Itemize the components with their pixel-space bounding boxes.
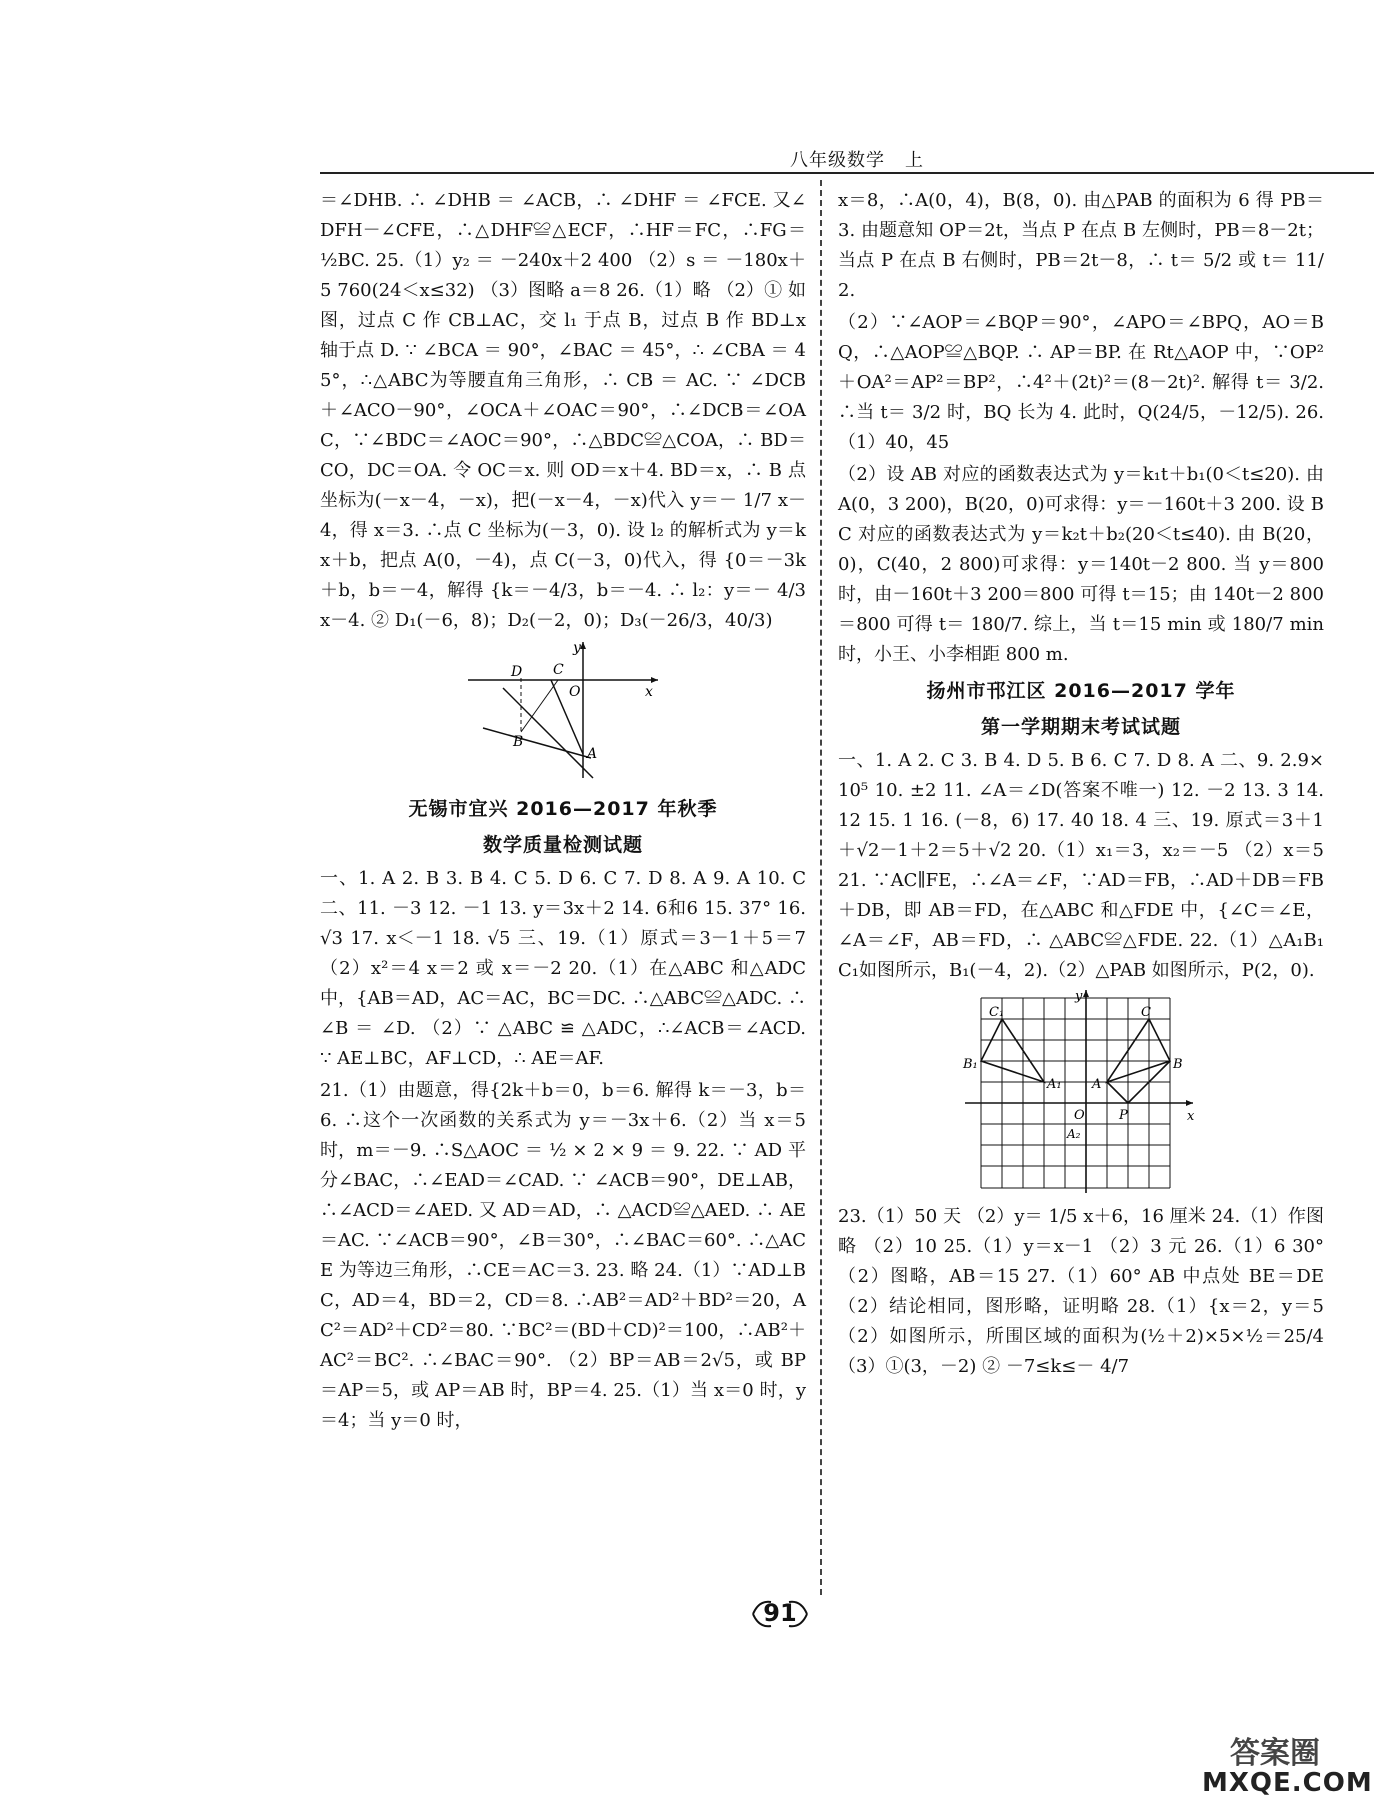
point-label-c1: C₁ <box>989 1005 1005 1020</box>
grid-figure-2 <box>961 988 1201 1198</box>
answer-paragraph: （2）∵∠AOP＝∠BQP＝90°，∠APO＝∠BPQ，AO＝BQ，∴△AOP≌△BQP. ∴ AP＝BP. 在 Rt△AOP 中，∵OP²＋OA²＝AP²＝BP²，∴4²＋(2t)²＝(8－2t)². 解得 t＝ 3/2. ∴当 t＝ 3/2 时，BQ 长为 4. 此时，Q(24/5，－12/5). 26.（1）40，45 <box>838 312 1324 453</box>
column-divider <box>820 180 822 1595</box>
point-label-d: D <box>511 664 523 680</box>
right-column <box>838 186 1324 1384</box>
point-label-b1: B₁ <box>963 1057 978 1072</box>
answer-paragraph: 23.（1）50 天 （2）y＝ 1/5 x＋6，16 厘米 24.（1）作图略 （2）10 25.（1）y＝x－1 （2）3 元 26.（1）6 30° （2）图略，AB＝15 27.（1）60° AB 中点处 BE＝DE （2）结论相同，图形略，证明略 28.（1）{x＝2，y＝5 （2）如图所示，所围区域的面积为(½＋2)×5×½＝25/4 （3）①(3，－2) ② －7≤k≤－ 4/7 <box>838 1206 1324 1377</box>
point-label-b: B <box>513 734 524 750</box>
section-subtitle: 数学质量检测试题 <box>482 834 643 856</box>
answer-paragraph: 一、1. A 2. B 3. B 4. C 5. D 6. C 7. D 8. A 9. A 10. C 二、11. －3 12. －1 13. y＝3x＋2 14. 6和6 15. 37° 16. √3 17. x＜－1 18. √5 三、19.（1）原式＝3－1＋5＝7 （2）x²＝4 x＝2 或 x＝－2 20.（1）在△ABC 和△ADC 中，{AB＝AD，AC＝AC，BC＝DC. ∴△ABC≌△ADC. ∴ ∠B ＝ ∠D. （2）∵ △ABC ≌ △ADC，∴∠ACB＝∠ACD. ∵ AE⊥BC，AF⊥CD，∴ AE＝AF. <box>320 868 806 1069</box>
header-volume: 上 <box>905 150 924 171</box>
section-subtitle: 第一学期期末考试试题 <box>980 716 1181 738</box>
page-number-text: 91 <box>763 1599 797 1627</box>
answer-paragraph: 21.（1）由题意，得{2k＋b＝0，b＝6. 解得 k＝－3，b＝6. ∴这个一次函数的关系式为 y＝－3x＋6.（2）当 x＝5 时，m＝－9. ∴S△AOC ＝ ½ × 2 × 9 ＝ 9. 22. ∵ AD 平分∠BAC，∴∠EAD＝∠CAD. ∵ ∠ACB＝90°，DE⊥AB，∴∠ACD＝∠AED. 又 AD＝AD，∴ △ACD≌△AED. ∴ AE＝AC. ∵∠ACB＝90°，∠B＝30°，∴∠BAC＝60°. ∴△ACE 为等边三角形，∴CE＝AC＝3. 23. 略 24.（1）∵AD⊥BC，AD＝4，BD＝2，CD＝8. ∴AB²＝AD²＋BD²＝20，AC²＝AD²＋CD²＝80. ∵BC²＝(BD＋CD)²＝100，∴AB²＋AC²＝BC². ∴∠BAC＝90°. （2）BP＝AB＝2√5，或 BP＝AP＝5，或 AP＝AB 时，BP＝4. 25.（1）当 x＝0 时，y＝4；当 y＝0 时， <box>320 1080 806 1431</box>
header-rule <box>320 172 1374 174</box>
point-label-a: A <box>1092 1077 1102 1092</box>
section-title: 扬州市邗江区 2016—2017 学年 <box>926 680 1236 702</box>
point-label-c: C <box>1141 1005 1151 1020</box>
point-label-p: P <box>1119 1108 1128 1123</box>
answer-paragraph: 一、1. A 2. C 3. B 4. D 5. B 6. C 7. D 8. A 二、9. 2.9×10⁵ 10. ±2 11. ∠A＝∠D(答案不唯一) 12. －2 13. 3 14. 12 15. 1 16. (－8，6) 17. 40 18. 4 三、19. 原式＝3＋1＋√2－1＋2＝5＋√2 20.（1）x₁＝3，x₂＝－5 （2）x＝5 21. ∵AC∥FE，∴∠A＝∠F，∵AD＝FB，∴AD＋DB＝FB＋DB，即 AB＝FD，在△ABC 和△FDE 中，{∠C＝∠E，∠A＝∠F，AB＝FD，∴ △ABC≌△FDE. 22.（1）△A₁B₁C₁如图所示，B₁(－4，2).（2）△PAB 如图所示，P(2，0). <box>838 750 1324 981</box>
point-label-a: A <box>587 746 598 762</box>
answer-paragraph: ＝∠DHB. ∴ ∠DHB ＝ ∠ACB，∴ ∠DHF ＝ ∠FCE. 又∠DFH－∠CFE，∴△DHF≌△ECF，∴HF＝FC，∴FG＝ ½BC. 25.（1）y₂ ＝ －240x＋2 400 （2）s ＝ －180x＋5 760(24＜x≤32) （3）图略 a＝8 26.（1）略 （2）① 如图，过点 C 作 CB⊥AC，交 l₁ 于点 B，过点 B 作 BD⊥x 轴于点 D. ∵ ∠BCA ＝ 90°，∠BAC ＝ 45°，∴ ∠CBA ＝ 45°，∴△ABC为等腰直角三角形，∴ CB ＝ AC. ∵ ∠DCB ＋∠ACO－90°，∠OCA＋∠OAC＝90°，∴∠DCB＝∠OAC，∵∠BDC＝∠AOC＝90°，∴△BDC≌△COA，∴ BD＝CO，DC＝OA. 令 OC＝x. 则 OD＝x＋4. BD＝x，∴ B 点坐标为(－x－4，－x)，把(－x－4，－x)代入 y＝－ 1/7 x－4，得 x＝3. ∴点 C 坐标为(－3，0). 设 l₂ 的解析式为 y＝kx＋b，把点 A(0，－4)，点 C(－3，0)代入，得 {0＝－3k＋b，b＝－4，解得 {k＝－4/3，b＝－4. ∴ l₂：y＝－ 4/3 x－4. ② D₁(－6，8)；D₂(－2，0)；D₃(－26/3，40/3) <box>320 190 806 631</box>
point-label-a2: A₂ <box>1067 1127 1081 1141</box>
left-column <box>320 186 806 1438</box>
origin-label: O <box>1074 1108 1085 1123</box>
point-label-c: C <box>553 662 564 678</box>
axis-label-x: x <box>645 684 653 700</box>
axis-label-x: x <box>1187 1109 1195 1124</box>
watermark-logo: 答案圈 <box>1230 1736 1320 1771</box>
watermark <box>1190 1728 1373 1798</box>
header-subject: 八年级数学 <box>790 150 885 171</box>
axis-label-y: y <box>1075 989 1083 1004</box>
point-label-b: B <box>1173 1057 1183 1072</box>
answer-paragraph: x＝8，∴A(0，4)，B(8，0). 由△PAB 的面积为 6 得 PB＝3. 由题意知 OP＝2t，当点 P 在点 B 左侧时，PB＝8－2t；当点 P 在点 B 右侧时，PB＝2t－8，∴ t＝ 5/2 或 t＝ 11/2. <box>838 190 1324 301</box>
point-label-a1: A₁ <box>1047 1077 1062 1092</box>
axis-label-y: y <box>573 640 581 656</box>
answer-paragraph: （2）设 AB 对应的函数表达式为 y＝k₁t＋b₁(0＜t≤20). 由 A(0，3 200)，B(20，0)可求得：y＝－160t＋3 200. 设 BC 对应的函数表达式为 y＝k₂t＋b₂(20＜t≤40). 由 B(20，0)，C(40，2 800)可求得：y＝140t－2 800. 当 y＝800 时，由－160t＋3 200＝800 可得 t＝15；由 140t－2 800＝800 可得 t＝ 180/7. 综上，当 t＝15 min 或 180/7 min 时，小王、小李相距 800 m. <box>838 464 1324 665</box>
point-label-o: O <box>569 684 581 700</box>
page-number <box>745 1596 815 1632</box>
watermark-url: MXQE.COM <box>1202 1768 1373 1798</box>
section-title: 无锡市宜兴 2016—2017 年秋季 <box>408 798 718 820</box>
coordinate-figure-1 <box>463 638 663 788</box>
